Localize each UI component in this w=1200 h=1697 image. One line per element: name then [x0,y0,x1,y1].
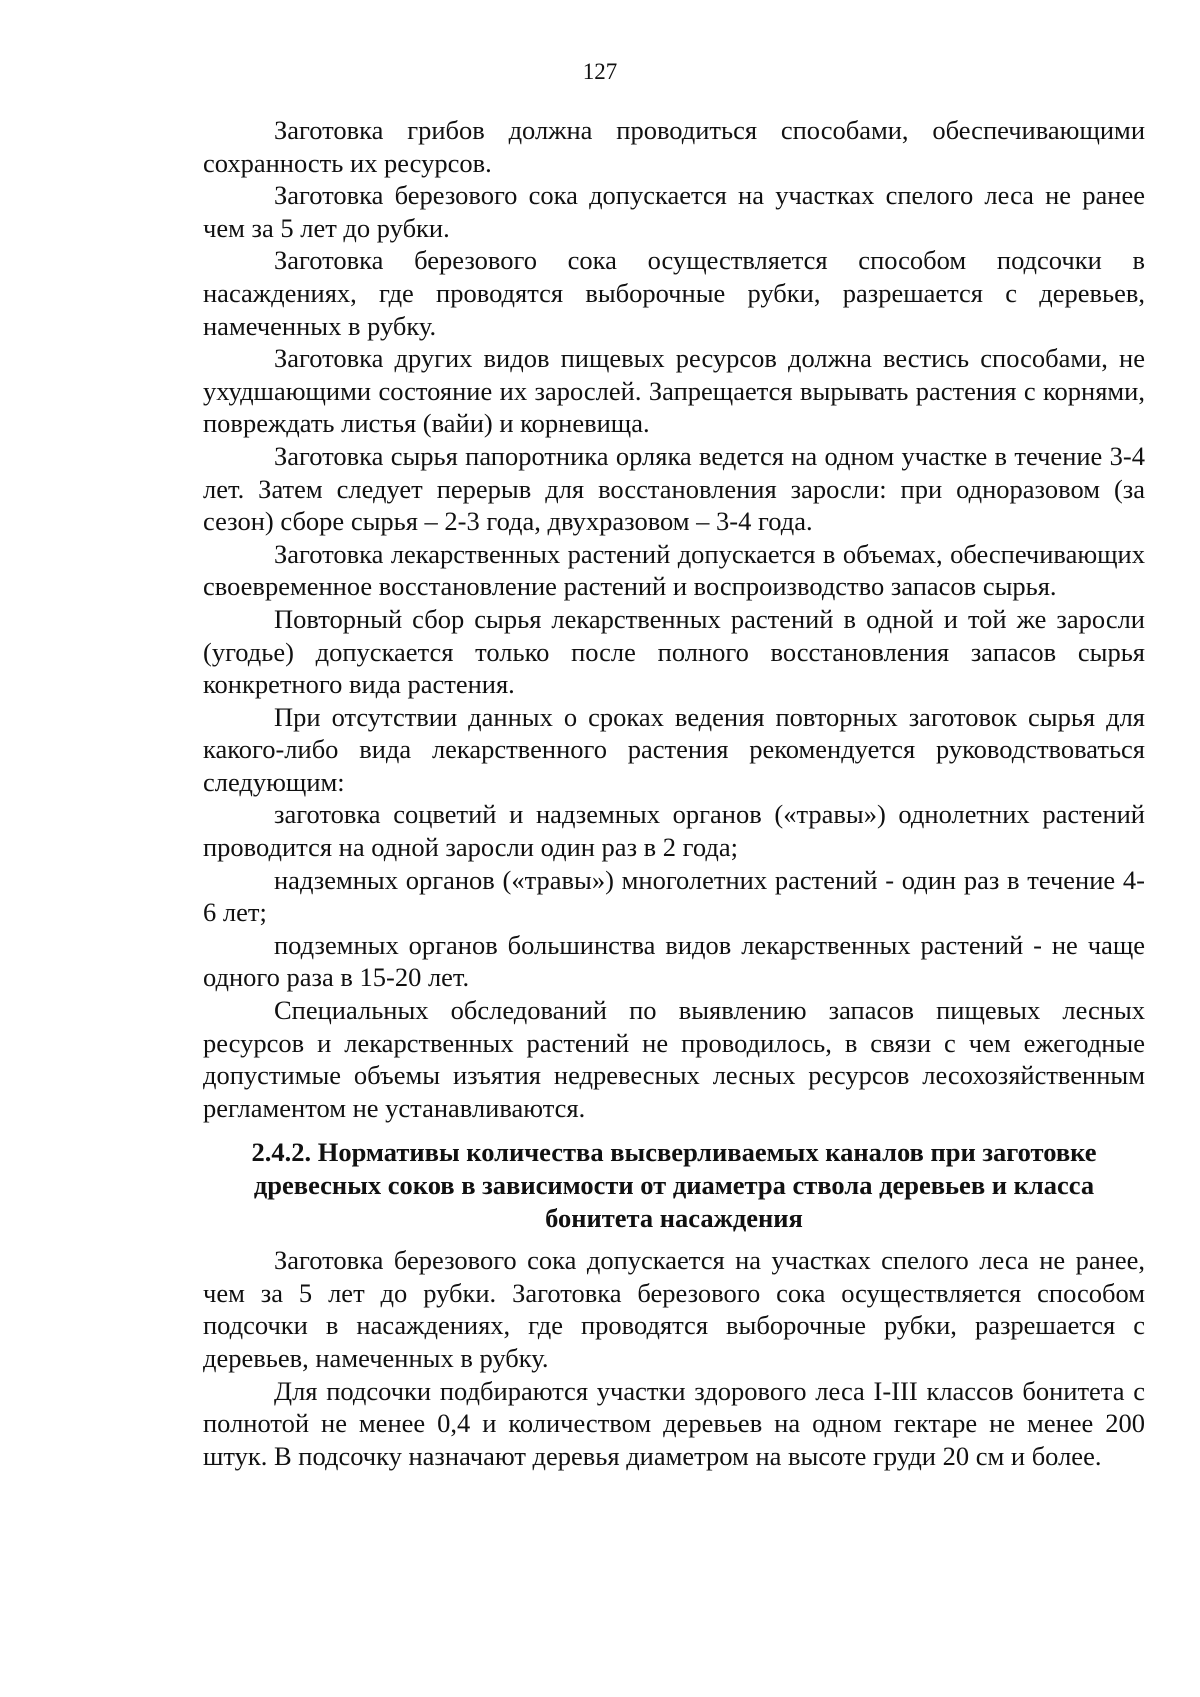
section-heading: 2.4.2. Нормативы количества высверливаемых каналов при заготовке древесных соков в зависимости от диаметра ствола деревьев и класса бонитета насаждения [251,1137,1097,1233]
page-number: 127 [582,59,618,84]
paragraph: Заготовка грибов должна проводиться способами, обеспечивающими сохранность их ресурсов. [203,115,1145,178]
paragraph: Специальных обследований по выявлению запасов пищевых лесных ресурсов и лекарственных растений не проводилось, в связи с чем ежегодные допустимые объемы изъятия недревесных лесных ресурсов лесохозяйственным регламентом не устанавливаются. [203,995,1145,1123]
paragraph: Заготовка сырья папоротника орляка ведется на одном участке в течение 3-4 лет. Затем следует перерыв для восстановления заросли: при одноразовом (за сезон) сборе сырья – 2-3 года, двухразовом – 3-4 года. [203,440,1145,537]
paragraph: Заготовка березового сока допускается на участках спелого леса не ранее, чем за 5 лет до рубки. Заготовка березового сока осуществляется способом подсочки в насаждениях, где проводятся выборочные рубки, разрешается с деревьев, намеченных в рубку. [203,1245,1145,1373]
paragraph: Заготовка лекарственных растений допускается в объемах, обеспечивающих своевременное восстановление растений и воспроизводство запасов сырья. [203,538,1145,602]
paragraph: Заготовка других видов пищевых ресурсов должна вестись способами, не ухудшающими состояние их зарослей. Запрещается вырывать растения с корнями, повреждать листья (вайи) и корневища. [203,343,1145,439]
list-item-paragraph: заготовка соцветий и надземных органов («травы») однолетних растений проводится на одной заросли один раз в 2 года; [203,799,1145,863]
paragraph: Заготовка березового сока допускается на участках спелого леса не ранее чем за 5 лет до рубки. [203,180,1145,243]
paragraph: Для подсочки подбираются участки здорового леса I-III классов бонитета с полнотой не менее 0,4 и количеством деревьев на одном гектаре не менее 200 штук. В подсочку назначают деревья диаметром на высоте груди 20 см и более. [203,1375,1145,1471]
list-item-paragraph: подземных органов большинства видов лекарственных растений - не чаще одного раза в 15-20 лет. [203,929,1145,993]
paragraph: При отсутствии данных о сроках ведения повторных заготовок сырья для какого-либо вида лекарственного растения рекомендуется руководствоваться следующим: [203,701,1145,797]
paragraph: Заготовка березового сока осуществляется способом подсочки в насаждениях, где проводятся выборочные рубки, разрешается с деревьев, намеченных в рубку. [203,245,1145,341]
page-content [203,114,1145,1472]
list-item-paragraph: надземных органов («травы») многолетних растений - один раз в течение 4-6 лет; [203,864,1145,928]
paragraph: Повторный сбор сырья лекарственных растений в одной и той же заросли (угодье) допускается только после полного восстановления запасов сырья конкретного вида растения. [203,603,1145,700]
